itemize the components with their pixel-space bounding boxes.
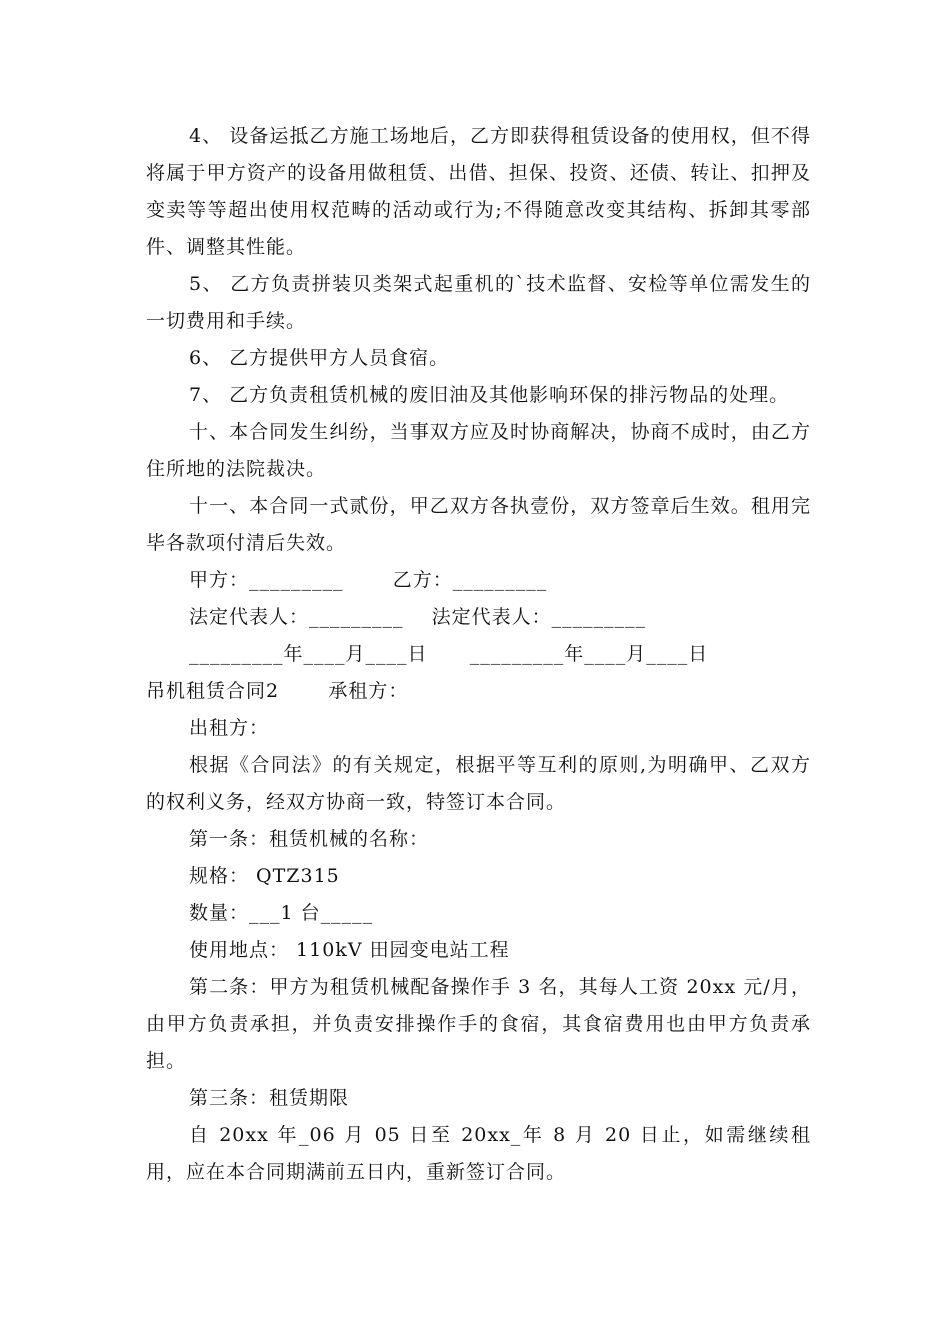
clause-6-paragraph: 6、 乙方提供甲方人员食宿。	[189, 347, 450, 369]
article-1-heading: 第一条：租赁机械的名称：	[189, 828, 430, 850]
signature-date-line: _________年____月____日 _________年____月____日	[189, 643, 709, 665]
contract-2-title-line: 吊机租赁合同2 承租方：	[146, 680, 409, 702]
lease-period-paragraph: 自 20xx 年_06 月 05 日至 20xx_年 8 月 20 日止，如需继续租用，应在本合同期满前五日内，重新签订合同。	[146, 1124, 811, 1183]
contract-preamble-paragraph: 根据《合同法》的有关规定，根据平等互利的原则,为明确甲、乙双方的权利义务，经双方协商一致，特签订本合同。	[146, 754, 811, 813]
lessor-line: 出租方：	[189, 717, 270, 739]
clause-7-paragraph: 7、 乙方负责租赁机械的废旧油及其他影响环保的排污物品的处理。	[189, 384, 790, 406]
location-line: 使用地点： 110kV 田园变电站工程	[189, 939, 510, 961]
article-3-heading: 第三条：租赁期限	[189, 1087, 350, 1109]
article-2-paragraph: 第二条：甲方为租赁机械配备操作手 3 名，其每人工资 20xx 元/月，由甲方负责承担，并负责安排操作手的食宿，其食宿费用也由甲方负责承担。	[146, 976, 811, 1072]
article-10-paragraph: 十、本合同发生纠纷，当事双方应及时协商解决，协商不成时，由乙方住所地的法院裁决。	[146, 421, 811, 480]
specification-line: 规格： QTZ315	[189, 865, 340, 887]
article-11-paragraph: 十一、本合同一式贰份，甲乙双方各执壹份，双方签章后生效。租用完毕各款项付清后失效。	[146, 495, 811, 554]
clause-5-paragraph: 5、 乙方负责拼装贝类架式起重机的`技术监督、安检等单位需发生的一切费用和手续。	[146, 273, 811, 332]
clause-4-paragraph: 4、 设备运抵乙方施工场地后，乙方即获得租赁设备的使用权，但不得将属于甲方资产的设备用做租赁、出借、担保、投资、还债、转让、扣押及变卖等等超出使用权范畴的活动或行为;不得随意改变其结构、拆卸其零部件、调整其性能。	[146, 125, 811, 258]
party-signature-line: 甲方：_________ 乙方：_________	[189, 569, 548, 591]
quantity-line: 数量：___1 台_____	[189, 902, 374, 924]
legal-representative-line: 法定代表人：_________ 法定代表人：_________	[189, 606, 647, 628]
document-body	[146, 118, 811, 1191]
